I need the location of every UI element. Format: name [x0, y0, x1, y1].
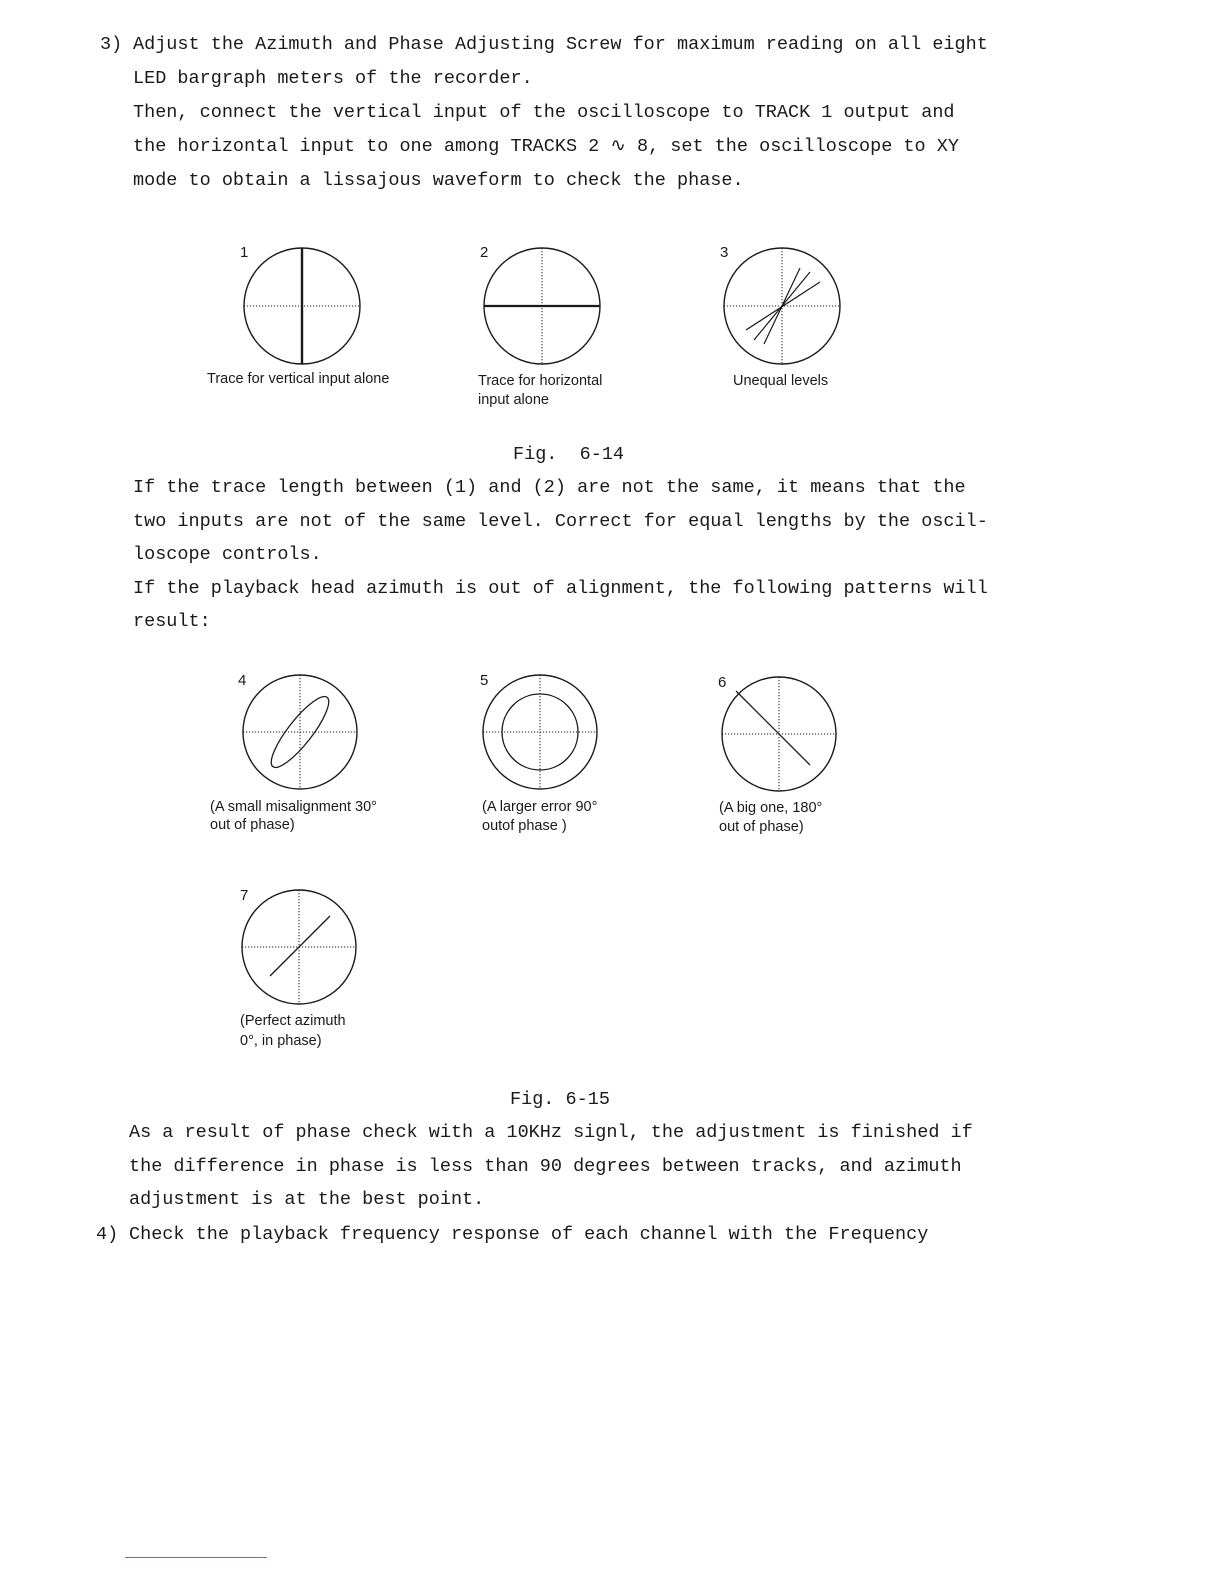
fig14-caption: Fig. 6-14: [513, 444, 625, 465]
step3-line-4: the horizontal input to one among TRACKS 2 ∿ 8, set the oscilloscope to XY: [133, 136, 959, 157]
scope-6-line-180deg: [714, 669, 844, 799]
fig15-panel-6-caption-line-2: out of phase): [719, 819, 804, 835]
para-result-line-3: adjustment is at the best point.: [129, 1189, 485, 1210]
fig15-panel-6-number: 6: [718, 674, 727, 691]
fig15-caption: Fig. 6-15: [510, 1089, 610, 1110]
scope-1-vertical-trace: [236, 240, 368, 372]
fig15-panel-5-caption-line-1: (A larger error 90°: [482, 799, 598, 815]
para-levels-line-5: result:: [133, 611, 211, 632]
fig14-panel-2-caption-line-1: Trace for horizontal: [478, 373, 603, 389]
fig15-panel-5-number: 5: [480, 672, 489, 689]
step3-line-5: mode to obtain a lissajous waveform to check the phase.: [133, 170, 744, 191]
fig14-panel-3-caption: Unequal levels: [733, 373, 829, 389]
para-levels-line-2: two inputs are not of the same level. Correct for equal lengths by the oscil-: [133, 511, 988, 532]
fig15-panel-6-caption-line-1: (A big one, 180°: [719, 800, 823, 816]
fig14-panel-1-caption: Trace for vertical input alone: [207, 371, 390, 387]
step3-line-1: Adjust the Azimuth and Phase Adjusting Screw for maximum reading on all eight: [133, 34, 988, 55]
para-result-line-2: the difference in phase is less than 90 degrees between tracks, and azimuth: [129, 1156, 962, 1177]
scope-5-circle-90deg: [475, 667, 605, 797]
para-levels-line-1: If the trace length between (1) and (2) are not the same, it means that the: [133, 477, 966, 498]
fig14-panel-2-number: 2: [480, 244, 489, 261]
fig14-panel-1-number: 1: [240, 244, 249, 261]
scope-7-line-0deg: [234, 882, 364, 1012]
footnote-rule: [125, 1557, 267, 1558]
para-levels-line-4: If the playback head azimuth is out of alignment, the following patterns will: [133, 578, 988, 599]
fig15-panel-4-caption-line-1: (A small misalignment 30°: [210, 799, 377, 815]
fig15-panel-4-caption-line-2: out of phase): [210, 817, 295, 833]
fig15-panel-7-caption-line-1: (Perfect azimuth: [240, 1013, 346, 1029]
fig15-panel-7-number: 7: [240, 887, 249, 904]
step3-number: 3): [100, 34, 123, 55]
step4-line-1: Check the playback frequency response of each channel with the Frequency: [129, 1224, 929, 1245]
fig14-panel-2-caption-line-2: input alone: [478, 392, 549, 408]
scope-7-lissajous-line: [270, 916, 330, 976]
fig14-panel-3-number: 3: [720, 244, 729, 261]
fig15-panel-7-caption-line-2: 0°, in phase): [240, 1033, 322, 1049]
step3-line-2: LED bargraph meters of the recorder.: [133, 68, 533, 89]
para-levels-line-3: loscope controls.: [133, 544, 322, 565]
scope-3-unequal-levels: [716, 240, 848, 372]
scope-6-lissajous-line: [736, 691, 810, 765]
fig15-panel-4-number: 4: [238, 672, 247, 689]
para-result-line-1: As a result of phase check with a 10KHz signl, the adjustment is finished if: [129, 1122, 973, 1143]
fig15-panel-5-caption-line-2: outof phase ): [482, 818, 567, 834]
step4-number: 4): [96, 1224, 119, 1245]
scope-4-ellipse-30deg: [235, 667, 365, 797]
scope-2-horizontal-trace: [476, 240, 608, 372]
step3-line-3: Then, connect the vertical input of the oscilloscope to TRACK 1 output and: [133, 102, 955, 123]
